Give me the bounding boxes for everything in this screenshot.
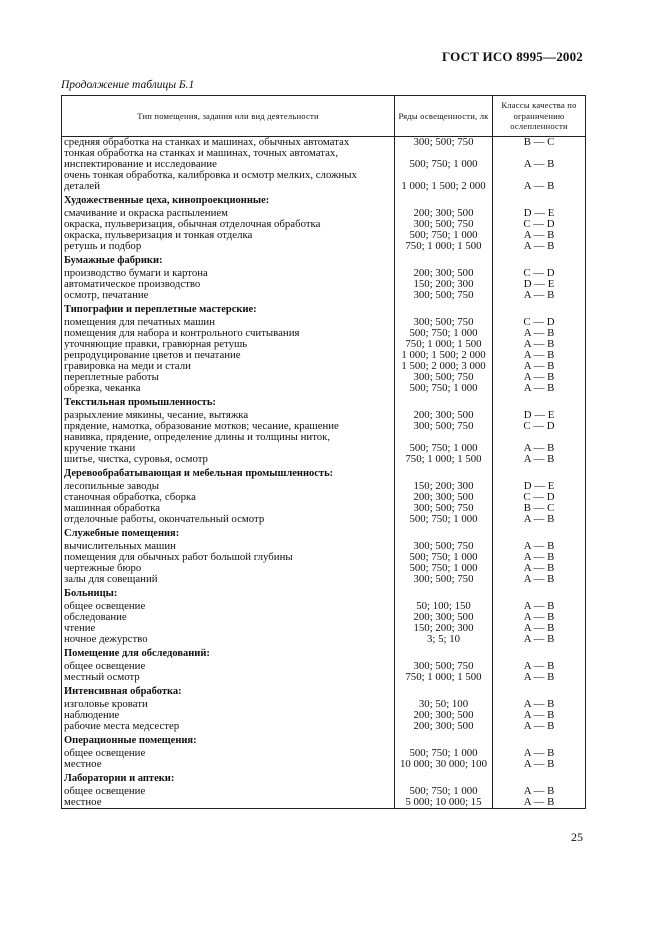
glare-class-cell: A — B bbox=[493, 230, 586, 241]
empty-cell bbox=[493, 301, 586, 317]
glare-class-cell: A — B bbox=[493, 601, 586, 612]
table-row bbox=[62, 574, 586, 585]
table-row bbox=[62, 328, 586, 339]
table-row bbox=[62, 759, 586, 770]
task-cell: обрезка, чеканка bbox=[62, 383, 395, 394]
illuminance-cell: 5 000; 10 000; 15 bbox=[395, 797, 493, 809]
table-row bbox=[62, 290, 586, 301]
section-header-row bbox=[62, 525, 586, 541]
cell-line: A — B bbox=[523, 442, 555, 454]
table-row bbox=[62, 492, 586, 503]
illuminance-cell: 150; 200; 300 bbox=[395, 481, 493, 492]
empty-cell bbox=[395, 585, 493, 601]
glare-class-cell: A — B bbox=[493, 721, 586, 732]
glare-class-cell: B — C bbox=[493, 137, 586, 149]
table-row bbox=[62, 797, 586, 809]
task-cell: чтение bbox=[62, 623, 395, 634]
illuminance-cell: 750; 1 000; 1 500 bbox=[395, 339, 493, 350]
illuminance-cell: 300; 500; 750 bbox=[395, 317, 493, 328]
table-row bbox=[62, 350, 586, 361]
task-cell: лесопильные заводы bbox=[62, 481, 395, 492]
glare-class-cell: A — B bbox=[493, 328, 586, 339]
table-row bbox=[62, 279, 586, 290]
table-row bbox=[62, 672, 586, 683]
illuminance-cell: 3; 5; 10 bbox=[395, 634, 493, 645]
empty-cell bbox=[493, 645, 586, 661]
table-row bbox=[62, 268, 586, 279]
task-cell: ретушь и подбор bbox=[62, 241, 395, 252]
section-header-row bbox=[62, 645, 586, 661]
task-cell: рабочие места медсестер bbox=[62, 721, 395, 732]
illuminance-cell bbox=[395, 421, 493, 454]
section-header-row bbox=[62, 252, 586, 268]
section-title: Служебные помещения: bbox=[62, 525, 395, 541]
glare-class-cell: A — B bbox=[493, 241, 586, 252]
section-header-row bbox=[62, 585, 586, 601]
illuminance-cell: 200; 300; 500 bbox=[395, 268, 493, 279]
illuminance-cell: 150; 200; 300 bbox=[395, 279, 493, 290]
cell-line: инспектирование и исследование bbox=[64, 158, 217, 170]
glare-class-cell: A — B bbox=[493, 170, 586, 192]
task-cell: местное bbox=[62, 759, 395, 770]
table-row bbox=[62, 219, 586, 230]
illuminance-cell: 500; 750; 1 000 bbox=[395, 383, 493, 394]
table-row bbox=[62, 361, 586, 372]
table-row bbox=[62, 230, 586, 241]
table-row bbox=[62, 148, 586, 170]
illuminance-cell: 150; 200; 300 bbox=[395, 623, 493, 634]
section-header-row bbox=[62, 192, 586, 208]
glare-class-cell: A — B bbox=[493, 699, 586, 710]
illuminance-cell: 200; 300; 500 bbox=[395, 410, 493, 421]
empty-cell bbox=[493, 465, 586, 481]
task-cell: окраска, пульверизация и тонкая отделка bbox=[62, 230, 395, 241]
task-cell: помещения для печатных машин bbox=[62, 317, 395, 328]
section-title: Интенсивная обработка: bbox=[62, 683, 395, 699]
header-glare-class: Классы качества по ограничению ослепленности bbox=[493, 96, 586, 137]
table-row bbox=[62, 623, 586, 634]
section-title: Типографии и переплетные мастерские: bbox=[62, 301, 395, 317]
glare-class-cell: A — B bbox=[493, 290, 586, 301]
illuminance-cell: 300; 500; 750 bbox=[395, 541, 493, 552]
empty-cell bbox=[395, 301, 493, 317]
illuminance-cell: 300; 500; 750 bbox=[395, 290, 493, 301]
section-header-row bbox=[62, 732, 586, 748]
glare-class-cell: A — B bbox=[493, 748, 586, 759]
task-cell: наблюдение bbox=[62, 710, 395, 721]
illuminance-cell: 200; 300; 500 bbox=[395, 208, 493, 219]
glare-class-cell bbox=[493, 421, 586, 454]
glare-class-cell: D — E bbox=[493, 279, 586, 290]
cell-line: 500; 750; 1 000 bbox=[409, 442, 478, 454]
illuminance-cell: 300; 500; 750 bbox=[395, 661, 493, 672]
section-title: Больницы: bbox=[62, 585, 395, 601]
glare-class-cell: A — B bbox=[493, 563, 586, 574]
empty-cell bbox=[395, 770, 493, 786]
glare-class-cell: C — D bbox=[493, 268, 586, 279]
empty-cell bbox=[493, 683, 586, 699]
task-cell bbox=[62, 170, 395, 192]
table-row bbox=[62, 748, 586, 759]
table-row bbox=[62, 317, 586, 328]
table-row bbox=[62, 372, 586, 383]
table-row bbox=[62, 710, 586, 721]
cell-line: тонкая обработка на станках и машинах, точных автоматах, bbox=[64, 148, 339, 159]
table-caption: Продолжение таблицы Б.1 bbox=[61, 79, 195, 91]
glare-class-cell: A — B bbox=[493, 361, 586, 372]
task-cell: обследование bbox=[62, 612, 395, 623]
table-row bbox=[62, 541, 586, 552]
section-title: Бумажные фабрики: bbox=[62, 252, 395, 268]
glare-class-cell: D — E bbox=[493, 208, 586, 219]
illuminance-cell: 1 000; 1 500; 2 000 bbox=[395, 350, 493, 361]
task-cell: репродуцирование цветов и печатание bbox=[62, 350, 395, 361]
table-row bbox=[62, 563, 586, 574]
section-title: Помещение для обследований: bbox=[62, 645, 395, 661]
glare-class-cell: C — D bbox=[493, 317, 586, 328]
task-cell: местный осмотр bbox=[62, 672, 395, 683]
table-row bbox=[62, 339, 586, 350]
task-cell: средняя обработка на станках и машинах, обычных автоматах bbox=[62, 137, 395, 149]
glare-class-cell: A — B bbox=[493, 759, 586, 770]
empty-cell bbox=[493, 525, 586, 541]
section-title: Художественные цеха, кинопроекционные: bbox=[62, 192, 395, 208]
table-row bbox=[62, 721, 586, 732]
task-cell: гравировка на меди и стали bbox=[62, 361, 395, 372]
section-header-row bbox=[62, 301, 586, 317]
task-cell: осмотр, печатание bbox=[62, 290, 395, 301]
empty-cell bbox=[395, 525, 493, 541]
cell-line: C — D bbox=[523, 421, 555, 432]
glare-class-cell: A — B bbox=[493, 552, 586, 563]
glare-class-cell: A — B bbox=[493, 148, 586, 170]
task-cell bbox=[62, 421, 395, 454]
empty-cell bbox=[493, 770, 586, 786]
cell-line: навивка, прядение, определение длины и толщины ниток, bbox=[64, 431, 331, 443]
task-cell: окраска, пульверизация, обычная отделочная обработка bbox=[62, 219, 395, 230]
illuminance-cell: 300; 500; 750 bbox=[395, 219, 493, 230]
table-row bbox=[62, 454, 586, 465]
glare-class-cell: A — B bbox=[493, 623, 586, 634]
table-row bbox=[62, 634, 586, 645]
glare-class-cell: A — B bbox=[493, 350, 586, 361]
table-row bbox=[62, 137, 586, 149]
table-header-row bbox=[62, 96, 586, 137]
table-row bbox=[62, 786, 586, 797]
table-row bbox=[62, 410, 586, 421]
illuminance-cell: 500; 750; 1 000 bbox=[395, 148, 493, 170]
task-cell: переплетные работы bbox=[62, 372, 395, 383]
empty-cell bbox=[493, 394, 586, 410]
empty-cell bbox=[395, 732, 493, 748]
page-number: 25 bbox=[571, 830, 583, 844]
table-row bbox=[62, 514, 586, 525]
section-header-row bbox=[62, 394, 586, 410]
table-row bbox=[62, 208, 586, 219]
empty-cell bbox=[395, 252, 493, 268]
illuminance-cell: 500; 750; 1 000 bbox=[395, 514, 493, 525]
cell-line: кручение ткани bbox=[64, 442, 136, 454]
illuminance-cell: 500; 750; 1 000 bbox=[395, 230, 493, 241]
illuminance-cell: 30; 50; 100 bbox=[395, 699, 493, 710]
empty-cell bbox=[395, 645, 493, 661]
empty-cell bbox=[395, 683, 493, 699]
table-row bbox=[62, 699, 586, 710]
table-body bbox=[62, 137, 586, 809]
illuminance-cell: 200; 300; 500 bbox=[395, 721, 493, 732]
task-cell: машинная обработка bbox=[62, 503, 395, 514]
glare-class-cell: B — C bbox=[493, 503, 586, 514]
illuminance-cell: 10 000; 30 000; 100 bbox=[395, 759, 493, 770]
illuminance-cell: 50; 100; 150 bbox=[395, 601, 493, 612]
section-header-row bbox=[62, 465, 586, 481]
illuminance-cell: 500; 750; 1 000 bbox=[395, 786, 493, 797]
task-cell: ночное дежурство bbox=[62, 634, 395, 645]
illuminance-cell: 1 000; 1 500; 2 000 bbox=[395, 170, 493, 192]
task-cell: помещения для обычных работ большой глубины bbox=[62, 552, 395, 563]
empty-cell bbox=[493, 252, 586, 268]
glare-class-cell: A — B bbox=[493, 612, 586, 623]
task-cell: отделочные работы, окончательный осмотр bbox=[62, 514, 395, 525]
task-cell: разрыхление мякины, чесание, вытяжка bbox=[62, 410, 395, 421]
lighting-table bbox=[61, 95, 586, 809]
section-title: Операционные помещения: bbox=[62, 732, 395, 748]
header-task: Тип помещения, задания или вид деятельности bbox=[62, 96, 395, 137]
section-header-row bbox=[62, 683, 586, 699]
illuminance-cell: 300; 500; 750 bbox=[395, 574, 493, 585]
task-cell: общее освещение bbox=[62, 601, 395, 612]
table-row bbox=[62, 241, 586, 252]
table-row bbox=[62, 170, 586, 192]
table-row bbox=[62, 383, 586, 394]
empty-cell bbox=[395, 394, 493, 410]
section-title: Текстильная промышленность: bbox=[62, 394, 395, 410]
task-cell: местное bbox=[62, 797, 395, 809]
glare-class-cell: D — E bbox=[493, 410, 586, 421]
task-cell: станочная обработка, сборка bbox=[62, 492, 395, 503]
glare-class-cell: A — B bbox=[493, 672, 586, 683]
task-cell: залы для совещаний bbox=[62, 574, 395, 585]
illuminance-cell: 1 500; 2 000; 3 000 bbox=[395, 361, 493, 372]
illuminance-cell: 750; 1 000; 1 500 bbox=[395, 241, 493, 252]
table-row bbox=[62, 612, 586, 623]
section-title: Деревообрабатывающая и мебельная промышленность: bbox=[62, 465, 395, 481]
glare-class-cell: A — B bbox=[493, 574, 586, 585]
glare-class-cell: A — B bbox=[493, 786, 586, 797]
section-header-row bbox=[62, 770, 586, 786]
task-cell: вычислительных машин bbox=[62, 541, 395, 552]
table-row bbox=[62, 481, 586, 492]
table-row bbox=[62, 661, 586, 672]
glare-class-cell: C — D bbox=[493, 492, 586, 503]
task-cell: помещения для набора и контрольного считывания bbox=[62, 328, 395, 339]
empty-cell bbox=[395, 192, 493, 208]
document-header: ГОСТ ИСО 8995—2002 bbox=[442, 49, 583, 64]
table-row bbox=[62, 421, 586, 454]
glare-class-cell: A — B bbox=[493, 710, 586, 721]
illuminance-cell: 200; 300; 500 bbox=[395, 612, 493, 623]
task-cell bbox=[62, 148, 395, 170]
task-cell: общее освещение bbox=[62, 661, 395, 672]
cell-line: 300; 500; 750 bbox=[413, 421, 474, 432]
illuminance-cell: 500; 750; 1 000 bbox=[395, 552, 493, 563]
cell-line: деталей bbox=[64, 180, 100, 192]
empty-cell bbox=[395, 465, 493, 481]
table-row bbox=[62, 552, 586, 563]
task-cell: уточняющие правки, гравюрная ретушь bbox=[62, 339, 395, 350]
task-cell: шитье, чистка, суровья, осмотр bbox=[62, 454, 395, 465]
cell-line: прядение, намотка, образование мотков; чесание, крашение bbox=[64, 421, 339, 432]
task-cell: общее освещение bbox=[62, 748, 395, 759]
illuminance-cell: 200; 300; 500 bbox=[395, 492, 493, 503]
glare-class-cell: A — B bbox=[493, 634, 586, 645]
glare-class-cell: A — B bbox=[493, 372, 586, 383]
illuminance-cell: 300; 500; 750 bbox=[395, 503, 493, 514]
glare-class-cell: A — B bbox=[493, 797, 586, 809]
task-cell: производство бумаги и картона bbox=[62, 268, 395, 279]
glare-class-cell: A — B bbox=[493, 541, 586, 552]
glare-class-cell: D — E bbox=[493, 481, 586, 492]
illuminance-cell: 200; 300; 500 bbox=[395, 710, 493, 721]
empty-cell bbox=[493, 192, 586, 208]
table-row bbox=[62, 503, 586, 514]
illuminance-cell: 750; 1 000; 1 500 bbox=[395, 454, 493, 465]
illuminance-cell: 500; 750; 1 000 bbox=[395, 563, 493, 574]
glare-class-cell: A — B bbox=[493, 661, 586, 672]
illuminance-cell: 300; 500; 750 bbox=[395, 372, 493, 383]
section-title: Лаборатории и аптеки: bbox=[62, 770, 395, 786]
empty-cell bbox=[493, 585, 586, 601]
illuminance-cell: 750; 1 000; 1 500 bbox=[395, 672, 493, 683]
glare-class-cell: A — B bbox=[493, 383, 586, 394]
empty-cell bbox=[493, 732, 586, 748]
task-cell: изголовье кровати bbox=[62, 699, 395, 710]
illuminance-cell: 300; 500; 750 bbox=[395, 137, 493, 149]
task-cell: чертежные бюро bbox=[62, 563, 395, 574]
glare-class-cell: C — D bbox=[493, 219, 586, 230]
illuminance-cell: 500; 750; 1 000 bbox=[395, 328, 493, 339]
glare-class-cell: A — B bbox=[493, 339, 586, 350]
cell-line: очень тонкая обработка, калибровка и осмотр мелких, сложных bbox=[64, 170, 357, 181]
illuminance-cell: 500; 750; 1 000 bbox=[395, 748, 493, 759]
task-cell: общее освещение bbox=[62, 786, 395, 797]
glare-class-cell: A — B bbox=[493, 514, 586, 525]
task-cell: смачивание и окраска распылением bbox=[62, 208, 395, 219]
table-row bbox=[62, 601, 586, 612]
glare-class-cell: A — B bbox=[493, 454, 586, 465]
header-illuminance: Ряды освещенности, лк bbox=[395, 96, 493, 137]
task-cell: автоматическое производство bbox=[62, 279, 395, 290]
